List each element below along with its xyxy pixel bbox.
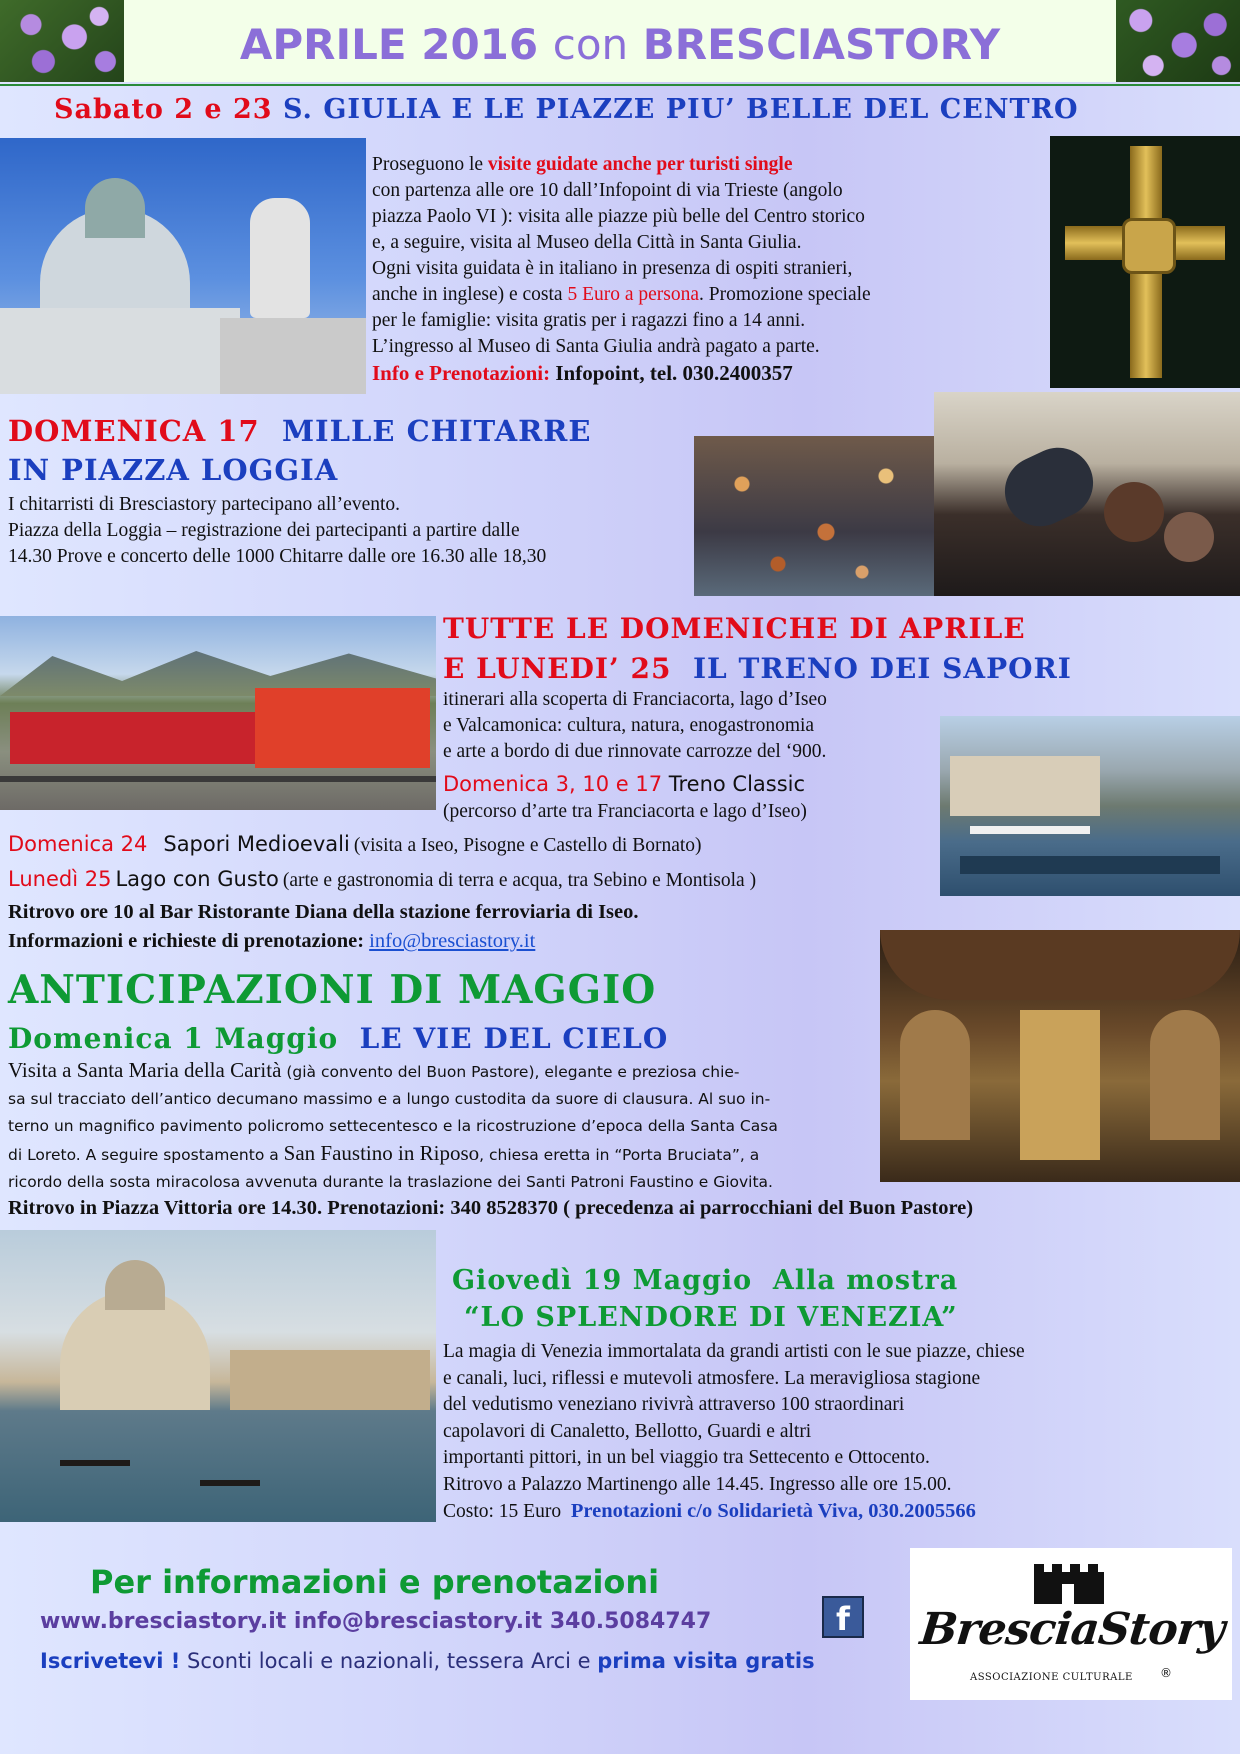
section3-meeting: Ritrovo ore 10 al Bar Ristorante Diana della stazione ferroviaria di Iseo. Informazioni e richieste di prenotazione: info@bresciastory.it — [8, 901, 639, 952]
venezia-painting-image — [0, 1230, 436, 1522]
logo-name: BresciaStory — [917, 1604, 1227, 1655]
section1-body: Proseguono le visite guidate anche per turisti single con partenza alle ore 10 dall’Infopoint di via Trieste (angolo piazza Paolo VI ): visita alle piazze più belle del Centro storico e, a seguire, visita al Museo della Città in Santa Giulia. Ogni visita guidata è in italiano in presenza di ospiti stranieri, anche in inglese) e costa 5 Euro a persona. Promozione speciale per le famiglie: visita gratis per i ragazzi fino a 14 anni. L’ingresso al Museo di Santa Giulia andrà pagato a parte. Info e Prenotazioni: Infopoint, tel. 030.2400357 — [372, 154, 871, 385]
duomo-statue-image — [0, 138, 366, 394]
section4-body: Visita a Santa Maria della Carità (già convento del Buon Pastore), elegante e preziosa chie- sa sul tracciato dell’antico decumano massimo e a lungo custodita da suore di clausura. Al suo in- terno un magnifico pavimento policromo settecentesco e la ricostruzione d’epoca della Santa Casa di Loreto. A seguire spostamento a San Faustino in Riposo, chiesa eretta in “Porta Bruciata”, a ricordo della sosta miracolosa avvenuta durante la traslazione dei Santi Patroni Faustino e Giovita. — [8, 1058, 778, 1191]
facebook-icon[interactable]: f — [822, 1596, 864, 1638]
flowers-left-image — [0, 0, 124, 82]
footer-signup: Iscrivetevi ! Sconti locali e nazionali, tessera Arci e prima visita gratis — [40, 1649, 815, 1673]
footer-heading: Per informazioni e prenotazioni — [90, 1563, 660, 1601]
train-image — [0, 616, 436, 810]
section2-body: I chitarristi di Bresciastory partecipano all’evento. Piazza della Loggia – registrazione dei partecipanti a partire dalle 14.30 Prove e concerto delle 1000 Chitarre dalle ore 16.30 alle 18,30 — [8, 494, 547, 567]
title-brand: BRESCIASTORY — [642, 20, 1001, 69]
section4-meeting: Ritrovo in Piazza Vittoria ore 14.30. Prenotazioni: 340 8528370 ( precedenza ai parrocchiani del Buon Pastore) — [8, 1197, 974, 1219]
bresciastory-logo — [910, 1548, 1232, 1700]
section4-subheading: Domenica 1 Maggio LE VIE DEL CIELO — [8, 1022, 669, 1055]
page-title — [124, 22, 1116, 68]
title-rule — [0, 84, 1240, 86]
section2-heading: DOMENICA 17 MILLE CHITARRE IN PIAZZA LOGGIA — [8, 414, 592, 487]
castle-icon — [1032, 1560, 1106, 1604]
gold-cross-image — [1050, 136, 1240, 388]
footer-contacts[interactable]: www.bresciastory.it info@bresciastory.it 340.5084747 — [40, 1609, 712, 1634]
section3-intro: itinerari alla scoperta di Franciacorta, lago d’Iseo e Valcamonica: cultura, natura, enogastronomia e arte a bordo di due rinnovate carrozze del ‘900. — [443, 689, 827, 762]
section4-heading: ANTICIPAZIONI DI MAGGIO — [8, 967, 657, 1013]
section3-dates: Domenica 24 Sapori Medioevali (visita a Iseo, Pisogne e Castello di Bornato) Lunedì 25 Lago con Gusto (arte e gastronomia di terra e acqua, tra Sebino e Montisola ) — [8, 832, 757, 891]
section3-heading: TUTTE LE DOMENICHE DI APRILE E LUNEDI’ 25 IL TRENO DEI SAPORI — [443, 612, 1072, 685]
title-con: con — [552, 20, 629, 69]
section5-heading: Giovedì 19 Maggio Alla mostra “LO SPLENDORE DI VENEZIA” — [452, 1265, 959, 1333]
logo-tagline: ASSOCIAZIONE CULTURALE — [970, 1672, 1133, 1683]
section3-classic: Domenica 3, 10 e 17 Treno Classic (percorso d’arte tra Franciacorta e lago d’Iseo) — [443, 772, 807, 822]
email-link[interactable]: info@bresciastory.it — [369, 930, 536, 952]
flowers-right-image — [1116, 0, 1240, 82]
guitarists-image — [934, 392, 1240, 596]
title-year: APRILE 2016 — [239, 20, 539, 69]
guitar-crowd-image — [694, 436, 934, 596]
church-interior-image — [880, 930, 1240, 1182]
section5-body: La magia di Venezia immortalata da grandi artisti con le sue piazze, chiese e canali, luci, riflessi e mutevoli atmosfere. La meravigliosa stagione del vedutismo veneziano rivivrà attraverso 100 straordinari capolavori di Canaletto, Bellotto, Guardi e altri importanti pittori, in un bel viaggio tra Settecento e Ottocento. Ritrovo a Palazzo Martinengo alle 14.45. Ingresso alle ore 15.00. Costo: 15 Euro Prenotazioni c/o Solidarietà Viva, 030.2005566 — [443, 1341, 1025, 1522]
registered-mark: ® — [1160, 1666, 1172, 1680]
section1-heading: Sabato 2 e 23 S. GIULIA E LE PIAZZE PIU’ BELLE DEL CENTRO — [54, 94, 1079, 125]
iseo-lake-image — [940, 716, 1240, 896]
